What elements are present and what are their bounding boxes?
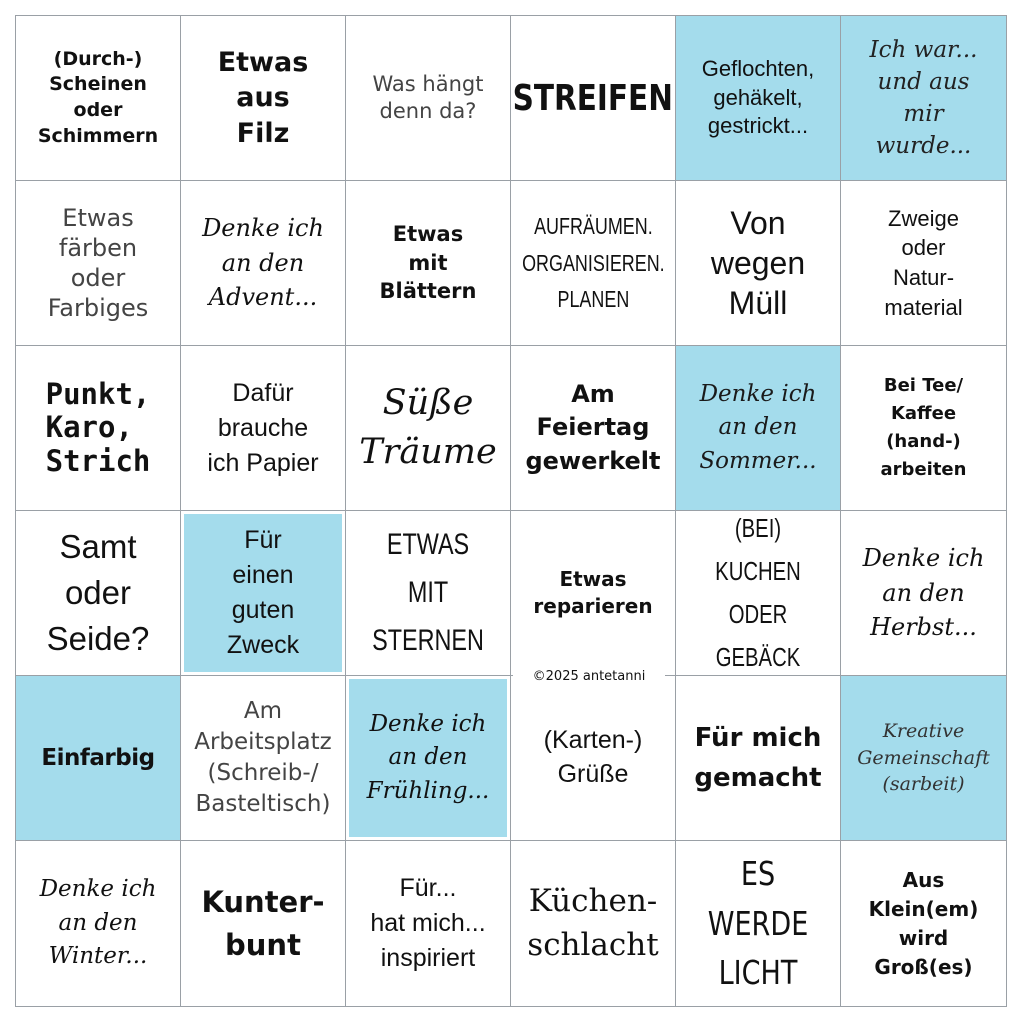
cell-label: Aus Klein(em) wird Groß(es) [868, 867, 979, 979]
cell-label: Denke ich an den Sommer... [699, 380, 817, 474]
cell-label: Etwas reparieren [533, 567, 653, 618]
cell-label: Kunter- bunt [201, 885, 325, 962]
cell-label: (Durch-) Scheinen oder Schimmern [37, 47, 159, 147]
cell-label: ETWAS MIT STERNEN [372, 528, 484, 657]
bingo-cell-arbeitsplatz [181, 676, 346, 841]
bingo-cell-zweige [841, 181, 1006, 346]
cell-label: Dafür brauche ich Papier [207, 378, 319, 477]
bingo-cell-tee-kaffee [841, 346, 1006, 511]
bingo-cell-punkt-karo [16, 346, 181, 511]
cell-label: Samt oder Seide? [46, 527, 150, 658]
cell-label: Am Feiertag gewerkelt [525, 379, 661, 475]
bingo-cell-herbst [841, 511, 1006, 676]
bingo-cell-papier [181, 346, 346, 511]
cell-label: Denke ich an den Winter... [39, 876, 157, 970]
bingo-cell-reparieren [511, 511, 676, 676]
bingo-cell-suesse-traeume [346, 346, 511, 511]
cell-label: Etwas färben oder Farbiges [47, 204, 149, 322]
cell-label: Etwas aus Filz [217, 47, 309, 149]
bingo-cell-klein-gross [841, 841, 1006, 1006]
cell-label: Süße Träume [359, 383, 497, 472]
cell-label: Kreative Gemeinschaft (sarbeit) [857, 720, 990, 796]
bingo-cell-kuechenschlacht [511, 841, 676, 1006]
cell-label: Was hängt denn da? [372, 71, 484, 123]
bingo-cell-samt-seide [16, 511, 181, 676]
copyright-label: ©2025 antetanni [513, 668, 665, 686]
bingo-cell-sternen [346, 511, 511, 676]
cell-label: Geflochten, gehäkelt, gestrickt... [701, 56, 815, 139]
cell-label: Punkt, Karo, Strich [45, 376, 151, 478]
bingo-cell-aufraeumen [511, 181, 676, 346]
bingo-cell-blaettern [346, 181, 511, 346]
bingo-cell-durchscheinen [16, 16, 181, 181]
cell-label: (BEI) KUCHEN ODER GEBÄCK [715, 513, 801, 672]
bingo-cell-ich-war [841, 16, 1006, 181]
cell-label: Denke ich an den Herbst... [862, 543, 985, 642]
bingo-cell-sommer [676, 346, 841, 511]
bingo-cell-inspiriert [346, 841, 511, 1006]
bingo-cell-kuchen [676, 511, 841, 676]
cell-label: Einfarbig [41, 745, 155, 771]
cell-label: STREIFEN [512, 77, 674, 119]
cell-label: (Karten-) Grüße [543, 726, 643, 788]
bingo-cell-licht [676, 841, 841, 1006]
bingo-cell-muell [676, 181, 841, 346]
cell-label: Etwas mit Blättern [379, 222, 477, 304]
bingo-cell-fruehling [346, 676, 511, 841]
cell-label: Für... hat mich... inspiriert [370, 874, 486, 972]
cell-label: Denke ich an den Advent... [202, 213, 324, 312]
cell-label: Am Arbeitsplatz (Schreib-/ Basteltisch) [194, 697, 332, 818]
cell-label: Denke ich an den Frühling... [366, 710, 490, 804]
bingo-cell-kunterbunt [181, 841, 346, 1006]
bingo-cell-faerben [16, 181, 181, 346]
bingo-cell-geflochten [676, 16, 841, 181]
bingo-cell-streifen [511, 16, 676, 181]
bingo-cell-fuer-mich [676, 676, 841, 841]
cell-label: ES WERDE LICHT [707, 854, 809, 993]
bingo-cell-einfarbig [16, 676, 181, 841]
cell-label: Bei Tee/ Kaffee (hand-) arbeiten [880, 375, 967, 480]
bingo-cell-feiertag [511, 346, 676, 511]
bingo-cell-kartengruesse [511, 676, 676, 841]
cell-label: Küchen- schlacht [527, 883, 659, 963]
bingo-cell-advent [181, 181, 346, 346]
bingo-cell-winter [16, 841, 181, 1006]
bingo-cell-gemeinschaft [841, 676, 1006, 841]
bingo-board [15, 15, 1007, 1007]
bingo-cell-was-haengt [346, 16, 511, 181]
cell-label: Für mich gemacht [694, 722, 822, 793]
cell-label: Von wegen Müll [710, 205, 806, 321]
bingo-cell-guter-zweck [181, 511, 346, 676]
cell-label: Zweige oder Natur- material [884, 205, 963, 320]
cell-label: AUFRÄUMEN. ORGANISIEREN. PLANEN [521, 212, 665, 313]
cell-label: Ich war... und aus mir wurde... [869, 36, 978, 160]
bingo-cell-filz [181, 16, 346, 181]
cell-label: Für einen guten Zweck [226, 526, 300, 659]
